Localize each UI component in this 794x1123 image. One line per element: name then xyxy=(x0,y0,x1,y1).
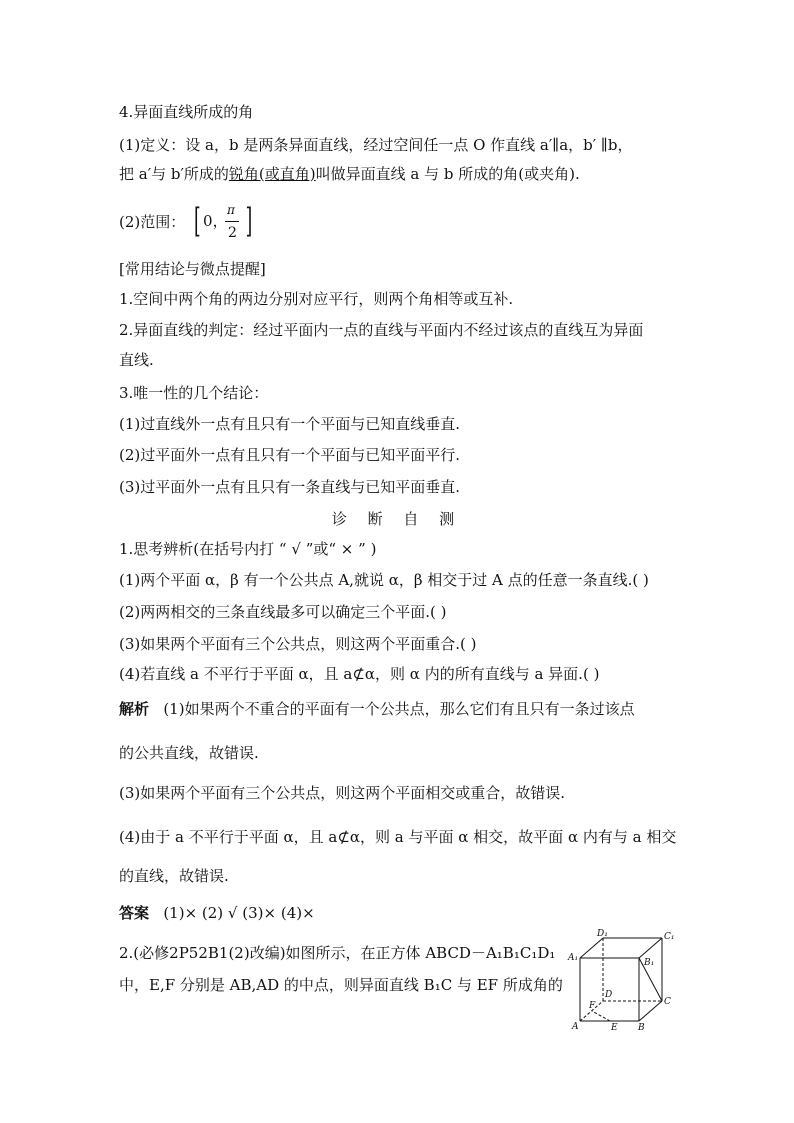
label-E: E xyxy=(611,1023,618,1033)
question-1-1: (1)两个平面 α，β 有一个公共点 A,就说 α，β 相交于过 A 点的任意一条直线.( ) xyxy=(119,571,649,589)
definition-line-1: (1)定义：设 a，b 是两条异面直线，经过空间任一点 O 作直线 a′∥a，b′ ∥b， xyxy=(119,136,633,154)
label-B: B xyxy=(638,1023,645,1033)
analysis-line-5: 的直线，故错误. xyxy=(119,867,229,885)
cube-figure xyxy=(566,926,678,1036)
label-A: A xyxy=(572,1022,579,1032)
question-2-line-1: 2.(必修2P52B1(2)改编)如图所示，在正方体 ABCD－A₁B₁C₁D₁ xyxy=(119,944,556,962)
diagnosis-title: 诊 断 自 测 xyxy=(331,510,463,528)
answer-line xyxy=(119,903,315,923)
question-1: 1.思考辨析(在括号内打 “ √ ”或“ × ” ) xyxy=(119,540,377,558)
right-bracket: ] xyxy=(245,201,253,241)
question-2-line-2: 中，E,F 分别是 AB,AD 的中点，则异面直线 B₁C 与 EF 所成角的 xyxy=(119,976,563,994)
conclusion-2-line-2: 直线. xyxy=(119,351,154,369)
range-interval xyxy=(194,202,254,242)
answer-label: 答案 xyxy=(119,904,150,922)
edge-A1-D1 xyxy=(580,938,603,958)
label-D1: D₁ xyxy=(597,929,608,939)
fraction-bar xyxy=(225,221,239,222)
range-numerator: π xyxy=(227,203,235,217)
label-B1: B₁ xyxy=(644,958,655,968)
label-C: C xyxy=(664,997,671,1007)
question-1-3: (3)如果两个平面有三个公共点，则这两个平面重合.( ) xyxy=(119,635,477,653)
left-bracket: [ xyxy=(194,201,201,241)
definition-line-2 xyxy=(119,164,580,184)
conclusion-3-2: (2)过平面外一点有且只有一个平面与已知平面平行. xyxy=(119,446,461,464)
segment-E-F xyxy=(592,1011,610,1021)
definition-text-end: 叫做异面直线 a 与 b 所成的角(或夹角). xyxy=(315,165,580,183)
conclusions-heading: [常用结论与微点提醒] xyxy=(119,260,266,278)
analysis-line-3: (3)如果两个平面有三个公共点，则这两个平面相交或重合，故错误. xyxy=(119,784,566,802)
definition-underlined: 锐角(或直角) xyxy=(228,165,316,183)
analysis-line-4: (4)由于 a 不平行于平面 α，且 a⊄α，则 a 与平面 α 相交，故平面 α 内有与 a 相交 xyxy=(119,828,677,846)
definition-text: 把 a′与 b′所成的 xyxy=(119,165,229,183)
analysis-1a: (1)如果两个不重合的平面有一个公共点，那么它们有且只有一条过该点 xyxy=(163,700,635,718)
analysis-label: 解析 xyxy=(119,700,150,718)
conclusion-3-3: (3)过平面外一点有且只有一条直线与已知平面垂直. xyxy=(119,478,461,496)
label-D: D xyxy=(605,990,613,1000)
range-line xyxy=(119,202,254,244)
range-denominator: 2 xyxy=(228,225,237,241)
edge-B-C xyxy=(639,1001,662,1021)
section-4-heading: 4.异面直线所成的角 xyxy=(119,103,254,121)
label-A1: A₁ xyxy=(568,953,579,963)
conclusion-3: 3.唯一性的几个结论： xyxy=(119,384,269,402)
question-1-4: (4)若直线 a 不平行于平面 α，且 a⊄α，则 α 内的所有直线与 a 异面.( ) xyxy=(119,665,600,683)
conclusion-2-line-1: 2.异面直线的判定：经过平面内一点的直线与平面内不经过该点的直线互为异面 xyxy=(119,321,644,339)
conclusion-1: 1.空间中两个角的两边分别对应平行，则两个角相等或互补. xyxy=(119,290,514,308)
edge-B1-C1 xyxy=(639,938,662,958)
label-C1: C₁ xyxy=(664,932,675,942)
range-label: (2)范围： xyxy=(119,213,186,231)
question-1-2: (2)两两相交的三条直线最多可以确定三个平面.( ) xyxy=(119,603,447,621)
answer-text: (1)× (2) √ (3)× (4)× xyxy=(163,904,315,922)
label-F: F xyxy=(589,1001,596,1011)
conclusion-3-1: (1)过直线外一点有且只有一个平面与已知直线垂直. xyxy=(119,415,461,433)
range-zero: 0， xyxy=(203,212,228,230)
analysis-line-1 xyxy=(119,699,635,719)
analysis-line-2: 的公共直线，故错误. xyxy=(119,744,259,762)
